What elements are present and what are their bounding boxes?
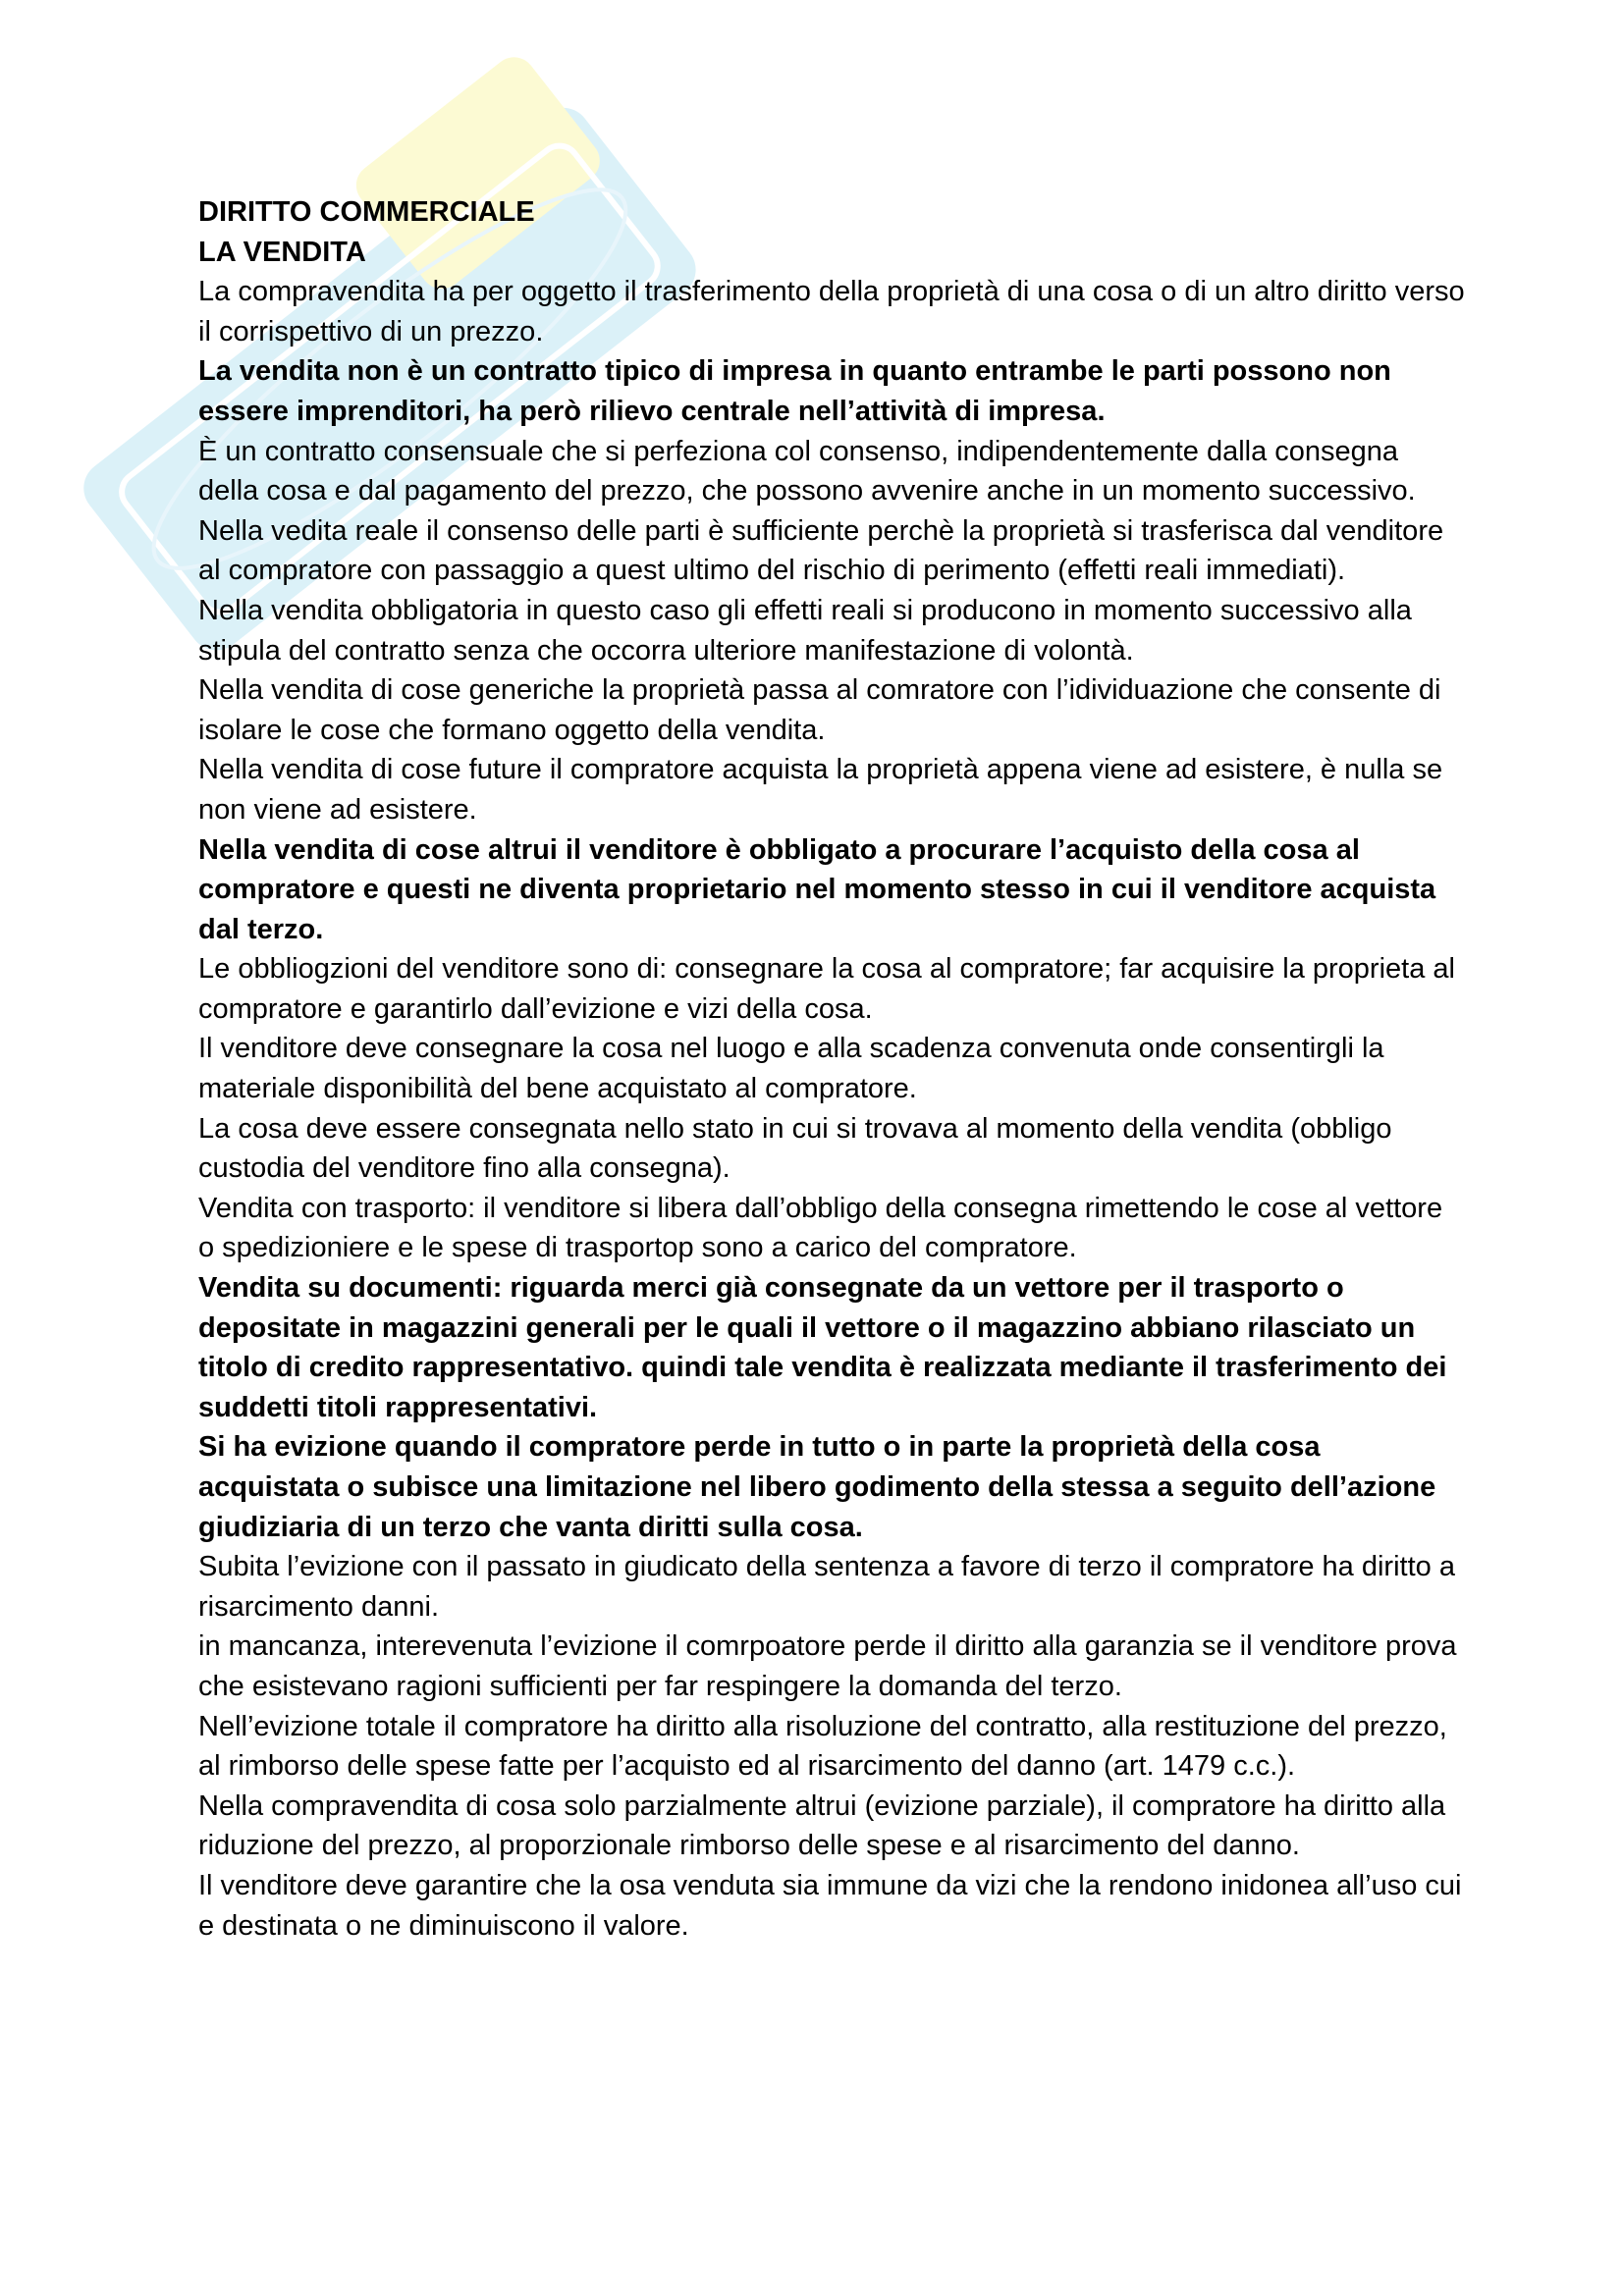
section-title: LA VENDITA bbox=[198, 236, 366, 268]
paragraph: Nella vendita di cose altrui il venditore è obbligato a procurare l’acquisto della cosa al compratore e questi ne diventa proprietario nel momento stesso in cui il venditore acquista dal terzo. bbox=[198, 833, 1436, 945]
paragraph: La vendita non è un contratto tipico di impresa in quanto entrambe le parti possono non essere imprenditori, ha però rilievo centrale nell’attività di impresa. bbox=[198, 355, 1391, 427]
paragraph: Nella vendita di cose generiche la proprietà passa al comratore con l’idividuazione che consente di isolare le cose che formano oggetto della vendita. bbox=[198, 674, 1441, 746]
paragraph: Nella compravendita di cosa solo parzialmente altrui (evizione parziale), il compratore ha diritto alla riduzione del prezzo, al proporzionale rimborso delle spese e al risarcimento del danno. bbox=[198, 1789, 1446, 1862]
paragraph: Vendita su documenti: riguarda merci già consegnate da un vettore per il trasporto o depositate in magazzini generali per le quali il vettore o il magazzino abbiano rilasciato un titolo di credito rappresentativo. quindi tale vendita è realizzata mediante il trasferimento dei suddetti titoli rappresentativi. bbox=[198, 1272, 1447, 1423]
paragraph: La compravendita ha per oggetto il trasferimento della proprietà di una cosa o di un altro diritto verso il corrispettivo di un prezzo. bbox=[198, 276, 1465, 347]
paragraph: Le obbliogzioni del venditore sono di: consegnare la cosa al compratore; far acquisire la proprieta al compratore e garantirlo dall’evizione e vizi della cosa. bbox=[198, 953, 1455, 1025]
paragraph: È un contratto consensuale che si perfeziona col consenso, indipendentemente dalla consegna della cosa e dal pagamento del prezzo, che possono avvenire anche in un momento successivo. bbox=[198, 435, 1416, 507]
paragraph: Il venditore deve consegnare la cosa nel luogo e alla scadenza convenuta onde consentirgli la materiale disponibilità del bene acquistato al compratore. bbox=[198, 1033, 1384, 1105]
paragraph: Nella vendita obbligatoria in questo caso gli effetti reali si producono in momento successivo alla stipula del contratto senza che occorra ulteriore manifestazione di volontà. bbox=[198, 594, 1412, 667]
paragraph: Nella vedita reale il consenso delle parti è sufficiente perchè la proprietà si trasferisca dal venditore al compratore con passaggio a quest ultimo del rischio di perimento (effetti reali immediati). bbox=[198, 514, 1444, 587]
paragraph: Il venditore deve garantire che la osa venduta sia immune da vizi che la rendono inidonea all’uso cui e destinata o ne diminuiscono il valore. bbox=[198, 1869, 1462, 1942]
paragraph-list bbox=[198, 272, 1465, 1946]
document-heading: DIRITTO COMMERCIALE bbox=[198, 196, 535, 228]
paragraph: Si ha evizione quando il compratore perde in tutto o in parte la proprietà della cosa acquistata o subisce una limitazione nel libero godimento della stessa a seguito dell’azione giudiziaria di un terzo che vanta diritti sulla cosa. bbox=[198, 1431, 1436, 1543]
paragraph: Nella vendita di cose future il compratore acquista la proprietà appena viene ad esistere, è nulla se non viene ad esistere. bbox=[198, 754, 1443, 826]
paragraph: Vendita con trasporto: il venditore si libera dall’obbligo della consegna rimettendo le cose al vettore o spedizioniere e le spese di trasportop sono a carico del compratore. bbox=[198, 1192, 1443, 1264]
paragraph: Nell’evizione totale il compratore ha diritto alla risoluzione del contratto, alla restituzione del prezzo, al rimborso delle spese fatte per l’acquisto ed al risarcimento del danno (art. 1479 c.c.). bbox=[198, 1710, 1447, 1783]
paragraph: in mancanza, interevenuta l’evizione il comrpoatore perde il diritto alla garanzia se il venditore prova che esistevano ragioni sufficienti per far respingere la domanda del terzo. bbox=[198, 1630, 1457, 1702]
paragraph: Subita l’evizione con il passato in giudicato della sentenza a favore di terzo il compratore ha diritto a risarcimento danni. bbox=[198, 1551, 1455, 1623]
document-body bbox=[198, 192, 1465, 1946]
paragraph: La cosa deve essere consegnata nello stato in cui si trovava al momento della vendita (obbligo custodia del venditore fino alla consegna). bbox=[198, 1112, 1392, 1185]
